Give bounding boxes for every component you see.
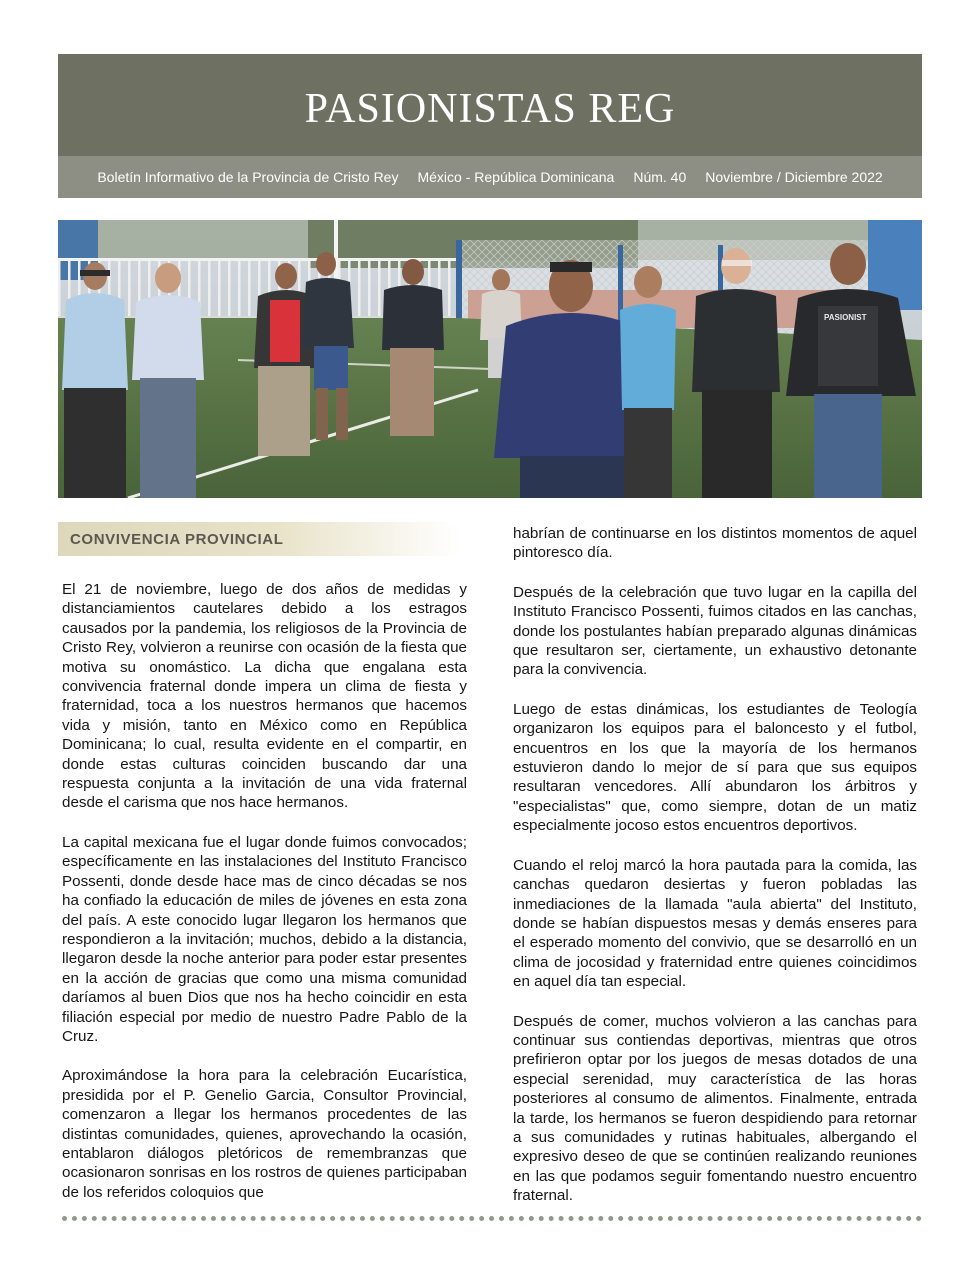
shirt-print: PASIONIST	[824, 313, 867, 322]
publisher-label: Boletín Informativo de la Provincia de Cristo Rey	[97, 169, 399, 185]
article-paragraph: Luego de estas dinámicas, los estudiantes de Teología organizaron los equipos para el baloncesto y el futbol, encuentros en los que la mayoría de los hermanos estuvieron dando lo mejor de sí para que sus equipos resultaran vencedores. Allí abundaron los árbitros y "especialistas" que, como siempre, dotan de un matiz especialmente jocoso estos encuentros deportivos.	[513, 700, 917, 835]
article-paragraph: El 21 de noviembre, luego de dos años de medidas y distanciamientos cautelares debido a los estragos causados por la pandemia, los religiosos de la Provincia de Cristo Rey, volvieron a reunirse con ocasión de la fiesta que motiva su onomástico. La dicha que engalana esta convivencia fraternal donde impera un clima de fiesta y fraternidad, toca a los nuestros hermanos que hacemos vida y misión, tanto en México como en República Dominicana; lo cual, resulta evidente en el compartir, en donde estas culturas coinciden buscando dar una respuesta conjunta a la invitación de una vida fraternal desde el carisma que nos hace hermanos.	[62, 581, 467, 812]
section-heading	[58, 522, 460, 556]
article-paragraph: Después de la celebración que tuvo lugar en la capilla del Instituto Francisco Possenti, fuimos citados en las canchas, donde los postulantes habían preparado algunas dinámicas que resultaron ser, ciertamente, un exhaustivo detonante para la convivencia.	[513, 583, 917, 679]
newsletter-title: PASIONISTAS REG	[304, 86, 676, 132]
footer-divider	[62, 1216, 922, 1221]
article-paragraph: Cuando el reloj marcó la hora pautada para la comida, las canchas quedaron desiertas y fueron pobladas las inmediaciones de la llamada "aula abierta" del Instituto, donde se habían dispuestos mesas y demás enseres para el esperado momento del convivio, que se desarrolló en un clima de jocosidad y fraternidad entre quienes coincidimos en aquel día tan especial.	[513, 856, 917, 991]
article-paragraph: Aproximándose la hora para la celebración Eucarística, presidida por el P. Genelio Garcia, Consultor Provincial, comenzaron a llegar los hermanos procedentes de las distintas comunidades, quienes, aprovechando la ocasión, entablaron diálogos pletóricos de remembranzas que ocasionaron sonrisas en los rostros de quienes participaban de los referidos coloquios que	[62, 1067, 467, 1201]
issue-number: Núm. 40	[633, 169, 687, 185]
region-label: México - República Dominicana	[417, 169, 615, 185]
section-title: CONVIVENCIA PROVINCIAL	[70, 530, 284, 548]
group-photo	[58, 220, 922, 498]
issue-date: Noviembre / Diciembre 2022	[705, 169, 883, 185]
group-photo-illustration	[58, 220, 922, 498]
article-column-right	[513, 524, 917, 1226]
article-paragraph: La capital mexicana fue el lugar donde fuimos convocados; específicamente en las instalaciones del Instituto Francisco Possenti, donde desde hace mas de cinco décadas se nos ha confiado la educación de miles de jóvenes en esta zona del país. A este conocido lugar llegaron los hermanos que respondieron a la invitación; muchos, debido a la distancia, llegaron desde la noche anterior para poder estar presentes en la acción de gracias que como una misma comunidad daríamos al buen Dios que nos ha hecho coincidir en esta filiación especial por medio de nuestro Padre Pablo de la Cruz.	[62, 833, 467, 1045]
article-paragraph: habrían de continuarse en los distintos momentos de aquel pintoresco día.	[513, 525, 917, 562]
article-column-left	[62, 580, 467, 1222]
article-paragraph: Después de comer, muchos volvieron a las canchas para continuar sus contiendas deportivas, mientras que otros prefirieron optar por los juegos de mesas dotados de una especial serenidad, muy característica de las horas posteriores al consumo de alimentos. Finalmente, entrada la tarde, los hermanos se fueron despidiendo para retornar a sus comunidades y rutinas habituales, albergando el expresivo deseo de que se continúen realizando reuniones en las que podamos seguir fomentando nuestro encuentro fraternal.	[513, 1012, 917, 1205]
issue-info-bar	[58, 156, 922, 198]
masthead	[58, 54, 922, 156]
